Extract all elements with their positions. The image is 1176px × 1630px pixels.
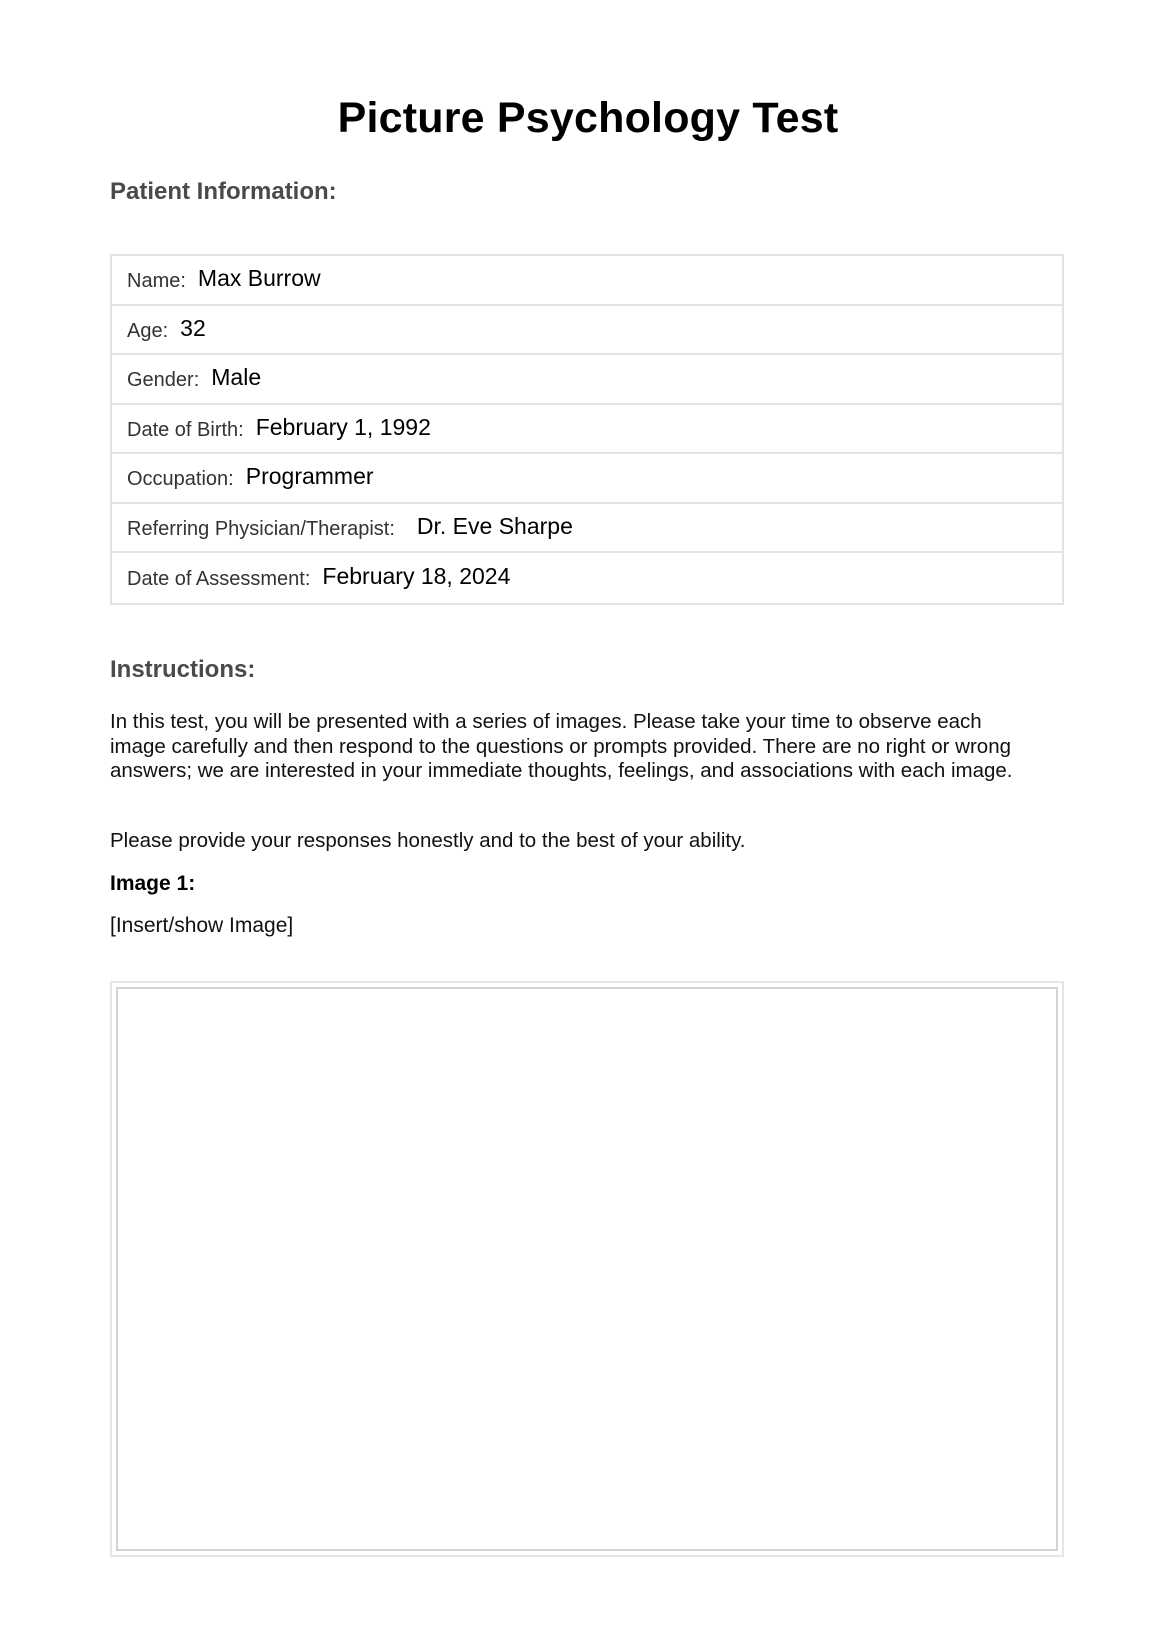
- info-row-referring-physician: [112, 504, 1062, 554]
- instructions-heading: Instructions:: [110, 656, 256, 683]
- image-placeholder-text: [Insert/show Image]: [110, 914, 294, 937]
- age-label: Age:: [127, 319, 169, 342]
- gender-label: Gender:: [127, 369, 200, 392]
- name-label: Name:: [127, 270, 186, 293]
- instructions-paragraph-2: Please provide your responses honestly and to the best of your ability.: [110, 829, 746, 852]
- referring-physician-label: Referring Physician/Therapist:: [127, 517, 395, 540]
- image-1-frame: [110, 981, 1064, 1557]
- info-row-date-of-birth: [112, 405, 1062, 455]
- image-1-label: Image 1:: [110, 872, 196, 895]
- name-value: Max Burrow: [197, 265, 321, 292]
- date-of-assessment-value: February 18, 2024: [322, 563, 511, 590]
- info-row-date-of-assessment: [112, 553, 1062, 603]
- age-value: 32: [180, 314, 206, 341]
- info-row-age: [112, 306, 1062, 356]
- info-row-occupation: [112, 454, 1062, 504]
- date-of-assessment-label: Date of Assessment:: [127, 568, 311, 591]
- instructions-paragraph-1: In this test, you will be presented with a series of images. Please take your time to observe each image carefully and then respond to the questions or prompts provided. There are no right or wrong answers; we are interested in your immediate thoughts, feelings, and associations with each image.: [110, 710, 1013, 782]
- document-title: Picture Psychology Test: [337, 94, 839, 142]
- image-1-placeholder-area: [116, 987, 1058, 1551]
- info-row-gender: [112, 355, 1062, 405]
- patient-info-table: [110, 254, 1064, 605]
- referring-physician-value: Dr. Eve Sharpe: [416, 512, 573, 539]
- info-row-name: [112, 256, 1062, 306]
- date-of-birth-label: Date of Birth:: [127, 418, 244, 441]
- gender-value: Male: [211, 364, 262, 391]
- patient-information-heading: Patient Information:: [110, 178, 337, 205]
- occupation-value: Programmer: [245, 463, 374, 490]
- date-of-birth-value: February 1, 1992: [255, 413, 431, 440]
- occupation-label: Occupation:: [127, 468, 234, 491]
